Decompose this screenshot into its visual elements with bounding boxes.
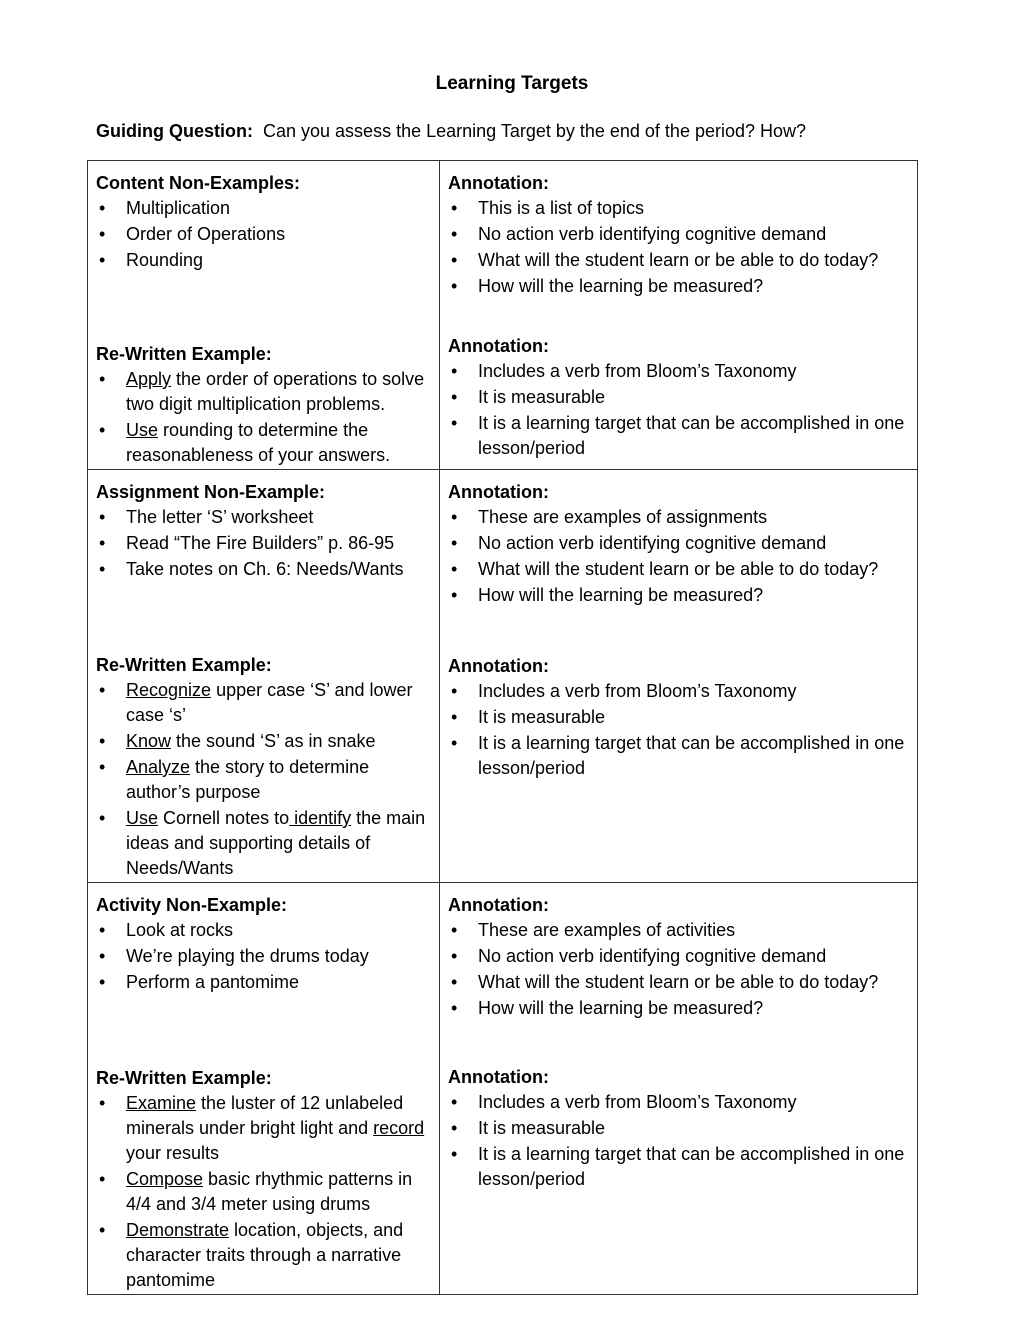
list-item: • This is a list of topics bbox=[448, 196, 909, 221]
list-item bbox=[96, 729, 431, 754]
bloom-verb: Compose bbox=[126, 1169, 204, 1189]
list-item: • What will the student learn or be able to do today? bbox=[448, 248, 909, 273]
list-item bbox=[96, 755, 431, 805]
page-title: Learning Targets bbox=[435, 73, 589, 94]
item-text: location, objects, and character traits through a narrative pantomime bbox=[126, 1220, 404, 1290]
annotation-list bbox=[448, 918, 909, 1021]
annotation-list bbox=[448, 359, 909, 461]
non-example-list bbox=[96, 918, 431, 995]
annotation-header: Annotation: bbox=[448, 656, 549, 676]
guiding-question-text: Can you assess the Learning Target by the end of the period? How? bbox=[263, 121, 807, 141]
bloom-verb: Recognize bbox=[126, 680, 212, 700]
list-item: • Rounding bbox=[96, 248, 431, 273]
guiding-question-label: Guiding Question: bbox=[96, 121, 253, 141]
bloom-verb: record bbox=[373, 1118, 425, 1138]
bloom-verb: Examine bbox=[126, 1093, 197, 1113]
list-item bbox=[96, 678, 431, 728]
item-text: the story to determine author’s purpose bbox=[126, 757, 370, 802]
item-text: rounding to determine the reasonableness of your answers. bbox=[126, 420, 391, 465]
annotation-list bbox=[448, 679, 909, 781]
examples-cell bbox=[88, 883, 440, 1295]
list-item: • It is a learning target that can be accomplished in one lesson/period bbox=[448, 731, 909, 781]
bloom-verb: Analyze bbox=[126, 757, 191, 777]
item-text: your results bbox=[126, 1143, 220, 1163]
item-text: upper case ‘S’ and lower case ‘s’ bbox=[126, 680, 413, 725]
list-item: • It is a learning target that can be accomplished in one lesson/period bbox=[448, 1142, 909, 1192]
bloom-verb: identify bbox=[289, 808, 352, 828]
learning-targets-table bbox=[87, 160, 918, 1295]
non-example-header: Content Non-Examples: bbox=[96, 173, 301, 193]
list-item: • No action verb identifying cognitive demand bbox=[448, 531, 909, 556]
list-item: • It is measurable bbox=[448, 705, 909, 730]
annotation-list bbox=[448, 505, 909, 608]
list-item: • Includes a verb from Bloom’s Taxonomy bbox=[448, 359, 909, 384]
rewritten-header: Re-Written Example: bbox=[96, 1068, 272, 1088]
bloom-verb: Use bbox=[126, 808, 159, 828]
non-example-header: Assignment Non-Example: bbox=[96, 482, 326, 502]
list-item: • Multiplication bbox=[96, 196, 431, 221]
item-text: basic rhythmic patterns in 4/4 and 3/4 meter using drums bbox=[126, 1169, 413, 1214]
annotation-list bbox=[448, 1090, 909, 1192]
list-item bbox=[96, 418, 431, 468]
annotation-header: Annotation: bbox=[448, 482, 549, 502]
list-item: • It is a learning target that can be accomplished in one lesson/period bbox=[448, 411, 909, 461]
list-item bbox=[96, 806, 431, 881]
list-item: • No action verb identifying cognitive demand bbox=[448, 222, 909, 247]
list-item: • The letter ‘S’ worksheet bbox=[96, 505, 431, 530]
list-item: • What will the student learn or be able to do today? bbox=[448, 970, 909, 995]
guiding-question bbox=[96, 121, 806, 142]
bloom-verb: Demonstrate bbox=[126, 1220, 230, 1240]
annotations-cell bbox=[440, 883, 918, 1295]
table-row bbox=[88, 470, 918, 883]
list-item: • Take notes on Ch. 6: Needs/Wants bbox=[96, 557, 431, 582]
list-item: • What will the student learn or be able to do today? bbox=[448, 557, 909, 582]
list-item: • Includes a verb from Bloom’s Taxonomy bbox=[448, 1090, 909, 1115]
annotation-header: Annotation: bbox=[448, 173, 549, 193]
list-item: • Order of Operations bbox=[96, 222, 431, 247]
list-item: • How will the learning be measured? bbox=[448, 274, 909, 299]
list-item: • These are examples of assignments bbox=[448, 505, 909, 530]
list-item: • How will the learning be measured? bbox=[448, 996, 909, 1021]
bloom-verb: Know bbox=[126, 731, 172, 751]
list-item: • We’re playing the drums today bbox=[96, 944, 431, 969]
rewritten-header: Re-Written Example: bbox=[96, 655, 272, 675]
table-row bbox=[88, 883, 918, 1295]
annotation-list bbox=[448, 196, 909, 299]
list-item: • Includes a verb from Bloom’s Taxonomy bbox=[448, 679, 909, 704]
item-text: the sound ‘S’ as in snake bbox=[171, 731, 376, 751]
annotation-header: Annotation: bbox=[448, 1067, 549, 1087]
list-item: • These are examples of activities bbox=[448, 918, 909, 943]
annotations-cell bbox=[440, 161, 918, 470]
list-item bbox=[96, 1091, 431, 1166]
list-item: • It is measurable bbox=[448, 385, 909, 410]
rewritten-list bbox=[96, 1091, 431, 1293]
item-text: the luster of 12 unlabeled minerals under bright light and bbox=[126, 1093, 404, 1138]
bloom-verb: Use bbox=[126, 420, 159, 440]
table-row bbox=[88, 161, 918, 470]
list-item: • How will the learning be measured? bbox=[448, 583, 909, 608]
item-text: Cornell notes to bbox=[158, 808, 290, 828]
list-item: • Read “The Fire Builders” p. 86-95 bbox=[96, 531, 431, 556]
rewritten-header: Re-Written Example: bbox=[96, 344, 272, 364]
rewritten-list bbox=[96, 678, 431, 881]
annotations-cell bbox=[440, 470, 918, 883]
non-example-list bbox=[96, 505, 431, 582]
list-item: • Look at rocks bbox=[96, 918, 431, 943]
item-text: the main ideas and supporting details of Needs/Wants bbox=[126, 808, 426, 878]
examples-cell bbox=[88, 470, 440, 883]
bloom-verb: Apply bbox=[126, 369, 172, 389]
item-text: the order of operations to solve two digit multiplication problems. bbox=[126, 369, 425, 414]
annotation-header: Annotation: bbox=[448, 895, 549, 915]
list-item bbox=[96, 367, 431, 417]
list-item: • It is measurable bbox=[448, 1116, 909, 1141]
list-item bbox=[96, 1167, 431, 1217]
rewritten-list bbox=[96, 367, 431, 468]
list-item: • Perform a pantomime bbox=[96, 970, 431, 995]
examples-cell bbox=[88, 161, 440, 470]
non-example-list bbox=[96, 196, 431, 273]
annotation-header: Annotation: bbox=[448, 336, 549, 356]
list-item bbox=[96, 1218, 431, 1293]
list-item: • No action verb identifying cognitive demand bbox=[448, 944, 909, 969]
non-example-header: Activity Non-Example: bbox=[96, 895, 288, 915]
